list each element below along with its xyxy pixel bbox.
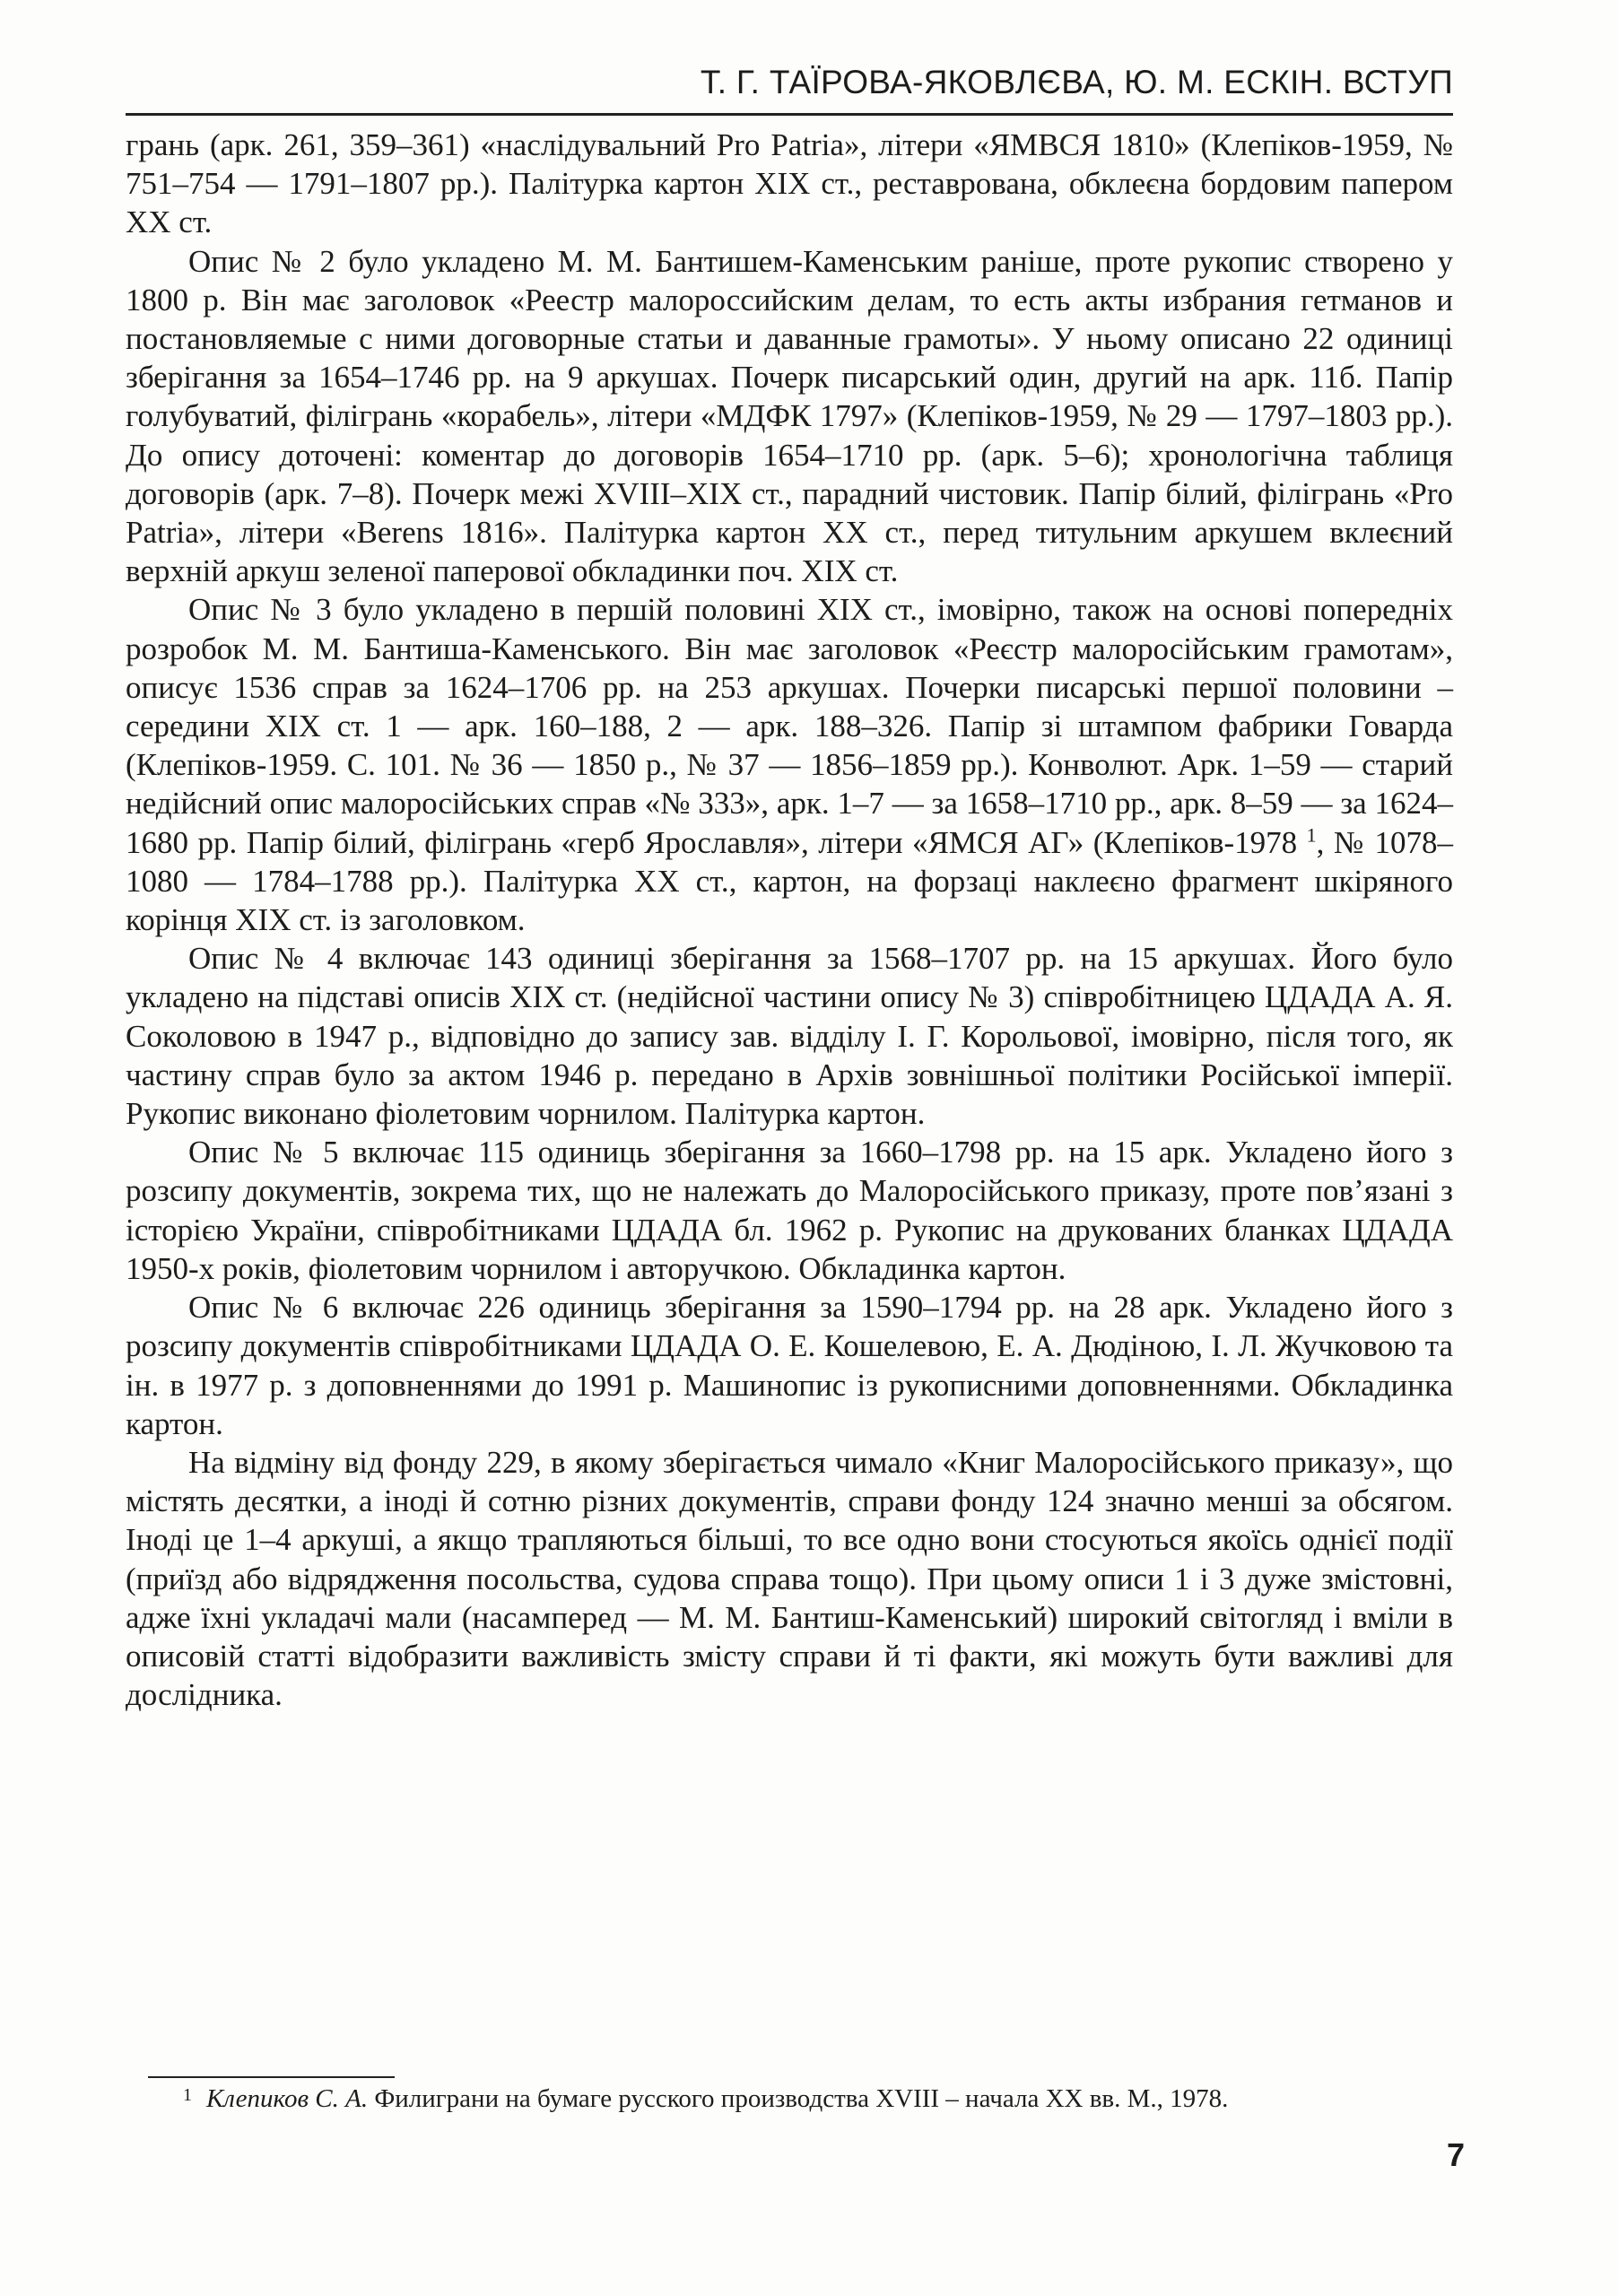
paragraph-opys-5: Опис № 5 включає 115 одиниць зберігання за 1660–1798 рр. на 15 арк. Укладено його з розсипу документів, зокрема тих, що не належать до Малоросійського приказу, проте пов’язані з історією України, співробітниками ЦДАДА бл. 1962 р. Рукопис на друкованих бланках ЦДАДА 1950-х років, фіолетовим чорнилом і авторучкою. Обкладинка картон. (126, 1135, 1453, 1286)
footnote (183, 2081, 1453, 2117)
page-number: 7 (1446, 2136, 1465, 2173)
footnote-mark: 1 (183, 2085, 192, 2105)
paragraph-opys-3 (126, 590, 1453, 939)
paragraph-opys-3-part-2: , № 1078–1080 — 1784–1788 рр.). Палітурка ХХ ст., картон, на форзаці наклеєно фрагмент шкіряного корінця ХІХ ст. із заголовком. (126, 824, 1453, 938)
paragraph-opys-4: Опис № 4 включає 143 одиниці зберігання за 1568–1707 рр. на 15 аркушах. Його було укладено на підставі описів ХІХ ст. (недійсної частини опису № 3) співробітницею ЦДАДА А. Я. Соколовою в 1947 р., відповідно до запису зав. відділу І. Г. Корольової, імовірно, після того, як частину справ було за актом 1946 р. передано в Архів зовнішньої політики Російської імперії. Рукопис виконано фіолетовим чорнилом. Палітурка картон. (126, 941, 1453, 1132)
body-text (126, 126, 1453, 1714)
footnote-author: Клепиков С. А. (206, 2084, 369, 2113)
header-rule (126, 113, 1453, 116)
footnote-text: Филиграни на бумаге русского производства XVIII – начала ХХ вв. М., 1978. (368, 2084, 1229, 2113)
paragraph-continuation: грань (арк. 261, 359–361) «наслідувальний Pro Patria», літери «ЯМВСЯ 1810» (Клепіков-1959, № 751–754 — 1791–1807 рр.). Палітурка картон ХІХ ст., реставрована, обклеєна бордовим папером ХХ ст. (126, 127, 1453, 240)
paragraph-opys-3-part-1: Опис № 3 було укладено в першій половині ХІХ ст., імовірно, також на основі попередніх розробок М. М. Бантиша-Каменського. Він має заголовок «Реєстр малоросійським грамотам», описує 1536 справ за 1624–1706 рр. на 253 аркушах. Почерки писарські першої половини – середини ХІХ ст. 1 — арк. 160–188, 2 — арк. 188–326. Папір зі штампом фабрики Говарда (Клепіков-1959. С. 101. № 36 — 1850 р., № 37 — 1856–1859 рр.). Конволют. Арк. 1–59 — старий недійсний опис малоросійських справ «№ 333», арк. 1–7 — за 1658–1710 рр., арк. 8–59 — за 1624–1680 рр. Папір білий, філігрань «герб Ярославля», літери «ЯМСЯ АГ» (Клепіков-1978 (126, 592, 1453, 860)
paragraph-fond-229: На відміну від фонду 229, в якому зберігається чимало «Книг Малоросійського приказу», що містять десятки, а іноді й сотню різних документів, справи фонду 124 значно менші за обсягом. Іноді це 1–4 аркуші, а якщо трапляються більші, то все одно вони стосуються якоїсь однієї події (приїзд або відрядження посольства, судова справа тощо). При цьому описи 1 і 3 дуже змістовні, адже їхні укладачі мали (насамперед — М. М. Бантиш-Каменський) широкий світогляд і вміли в описовій статті відобразити важливість змісту справи й ті факти, які можуть бути важливі для дослідника. (126, 1444, 1453, 1713)
paragraph-opys-6: Опис № 6 включає 226 одиниць зберігання за 1590–1794 рр. на 28 арк. Укладено його з розсипу документів співробітниками ЦДАДА О. Е. Кошелевою, Е. А. Дюдіною, І. Л. Жучковою та ін. в 1977 р. з доповненнями до 1991 р. Машинопис із рукописними доповненнями. Обкладинка картон. (126, 1290, 1453, 1441)
paragraph-opys-2: Опис № 2 було укладено М. М. Бантишем-Каменським раніше, проте рукопис створено у 1800 р. Він має заголовок «Реестр малороссийским делам, то есть акты избрания гетманов и постановляемые с ними договорные статьи и даванные грамоты». У ньому описано 22 одиниці зберігання за 1654–1746 рр. на 9 аркушах. Почерк писарський один, другий на арк. 11б. Папір голубуватий, філігрань «корабель», літери «МДФК 1797» (Клепіков-1959, № 29 — 1797–1803 рр.). До опису доточені: коментар до договорів 1654–1710 рр. (арк. 5–6); хронологічна таблиця договорів (арк. 7–8). Почерк межі XVIII–XIX ст., парадний чистовик. Папір білий, філігрань «Pro Patria», літери «Berens 1816». Палітурка картон ХХ ст., перед титульним аркушем вклеєний верхній аркуш зеленої паперової обкладинки поч. ХІХ ст. (126, 243, 1453, 589)
footnote-reference: 1 (1306, 823, 1317, 846)
running-title: Т. Г. ТАЇРОВА-ЯКОВЛЄВА, Ю. М. ЕСКІН. ВСТУП (700, 64, 1453, 100)
